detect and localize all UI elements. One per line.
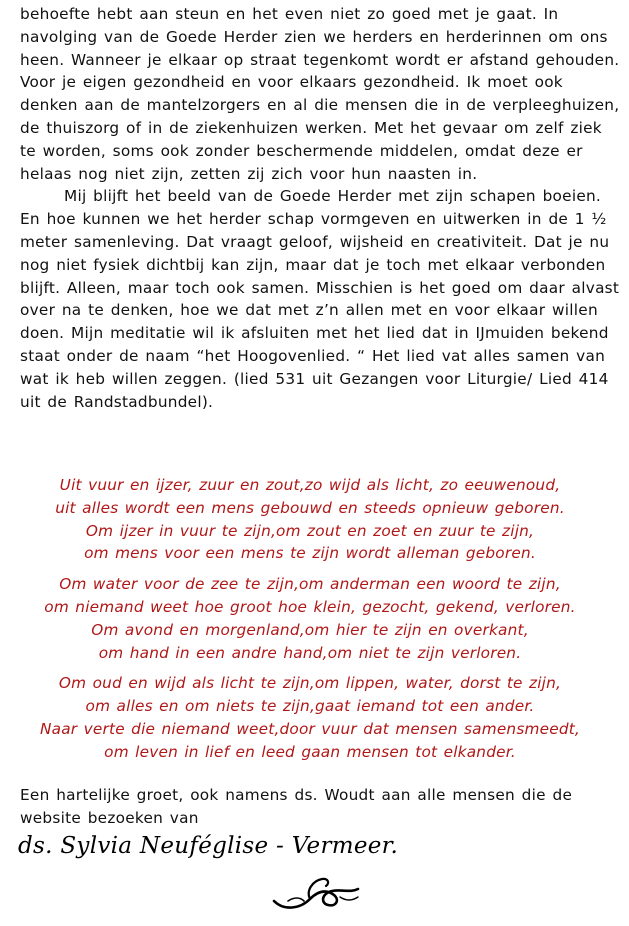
hymn-line: Om avond en morgenland,om hier te zijn en overkant,: [91, 620, 529, 639]
hymn-line: om mens voor een mens te zijn wordt alleman geboren.: [84, 544, 536, 563]
hymn-line: Om oud en wijd als licht te zijn,om lippen, water, dorst te zijn,: [58, 674, 562, 693]
body-paragraph-1: behoefte hebt aan steun en het even niet zo goed met je gaat. In navolging van de Goede Herder zien we herders en herderinnen om ons heen. Wanneer je elkaar op straat tegenkomt wordt er afstand gehouden. Voor je eigen gezondheid en voor elkaars gezondheid. Ik moet ook denken aan de mantelzorgers en al die mensen die in de verpleeghuizen, de thuiszorg of in de ziekenhuizen werken. Met het gevaar om zelf ziek te worden, soms ook zonder beschermende middelen, omdat deze er helaas nog niet zijn, zetten zij zich voor hun naasten in.: [20, 5, 620, 183]
hymn-line: om alles en om niets te zijn,gaat iemand tot een ander.: [85, 697, 535, 716]
hymn-lyrics: [20, 474, 600, 772]
hymn-line: Naar verte die niemand weet,door vuur dat mensen samensmeedt,: [40, 719, 580, 738]
hymn-stanza-3: [20, 672, 600, 763]
hymn-line: uit alles wordt een mens gebouwd en steeds opnieuw geboren.: [55, 498, 565, 517]
hymn-line: Om ijzer in vuur te zijn,om zout en zoet en zuur te zijn,: [85, 521, 535, 540]
hymn-line: om hand in een andre hand,om niet te zijn verloren.: [98, 643, 522, 662]
meditation-body: [20, 3, 620, 413]
signature: ds. Sylvia Neuféglise - Vermeer.: [18, 833, 399, 859]
hymn-line: om leven in lief en leed gaan mensen tot elkander.: [104, 742, 516, 761]
hymn-line: Om water voor de zee te zijn,om anderman een woord te zijn,: [59, 575, 561, 594]
body-paragraph-2: Mij blijft het beeld van de Goede Herder met zijn schapen boeien. En hoe kunnen we het herder schap vormgeven en uitwerken in de 1 ½ meter samenleving. Dat vraagt geloof, wijsheid en creativiteit. Dat je nu nog niet fysiek dichtbij kan zijn, maar dat je toch met elkaar verbonden blijft. Alleen, maar toch ook samen. Misschien is het goed om daar alvast over na te denken, hoe we dat met z’n allen met en voor elkaar willen doen. Mijn meditatie wil ik afsluiten met het lied dat in IJmuiden bekend staat onder de naam “het Hoogovenlied. “ Het lied vat alles samen van wat ik heb willen zeggen. (lied 531 uit Gezangen voor Liturgie/ Lied 414 uit de Randstadbundel).: [20, 187, 620, 411]
hymn-stanza-1: [20, 474, 600, 565]
hymn-line: Uit vuur en ijzer, zuur en zout,zo wijd als licht, zo eeuwenoud,: [59, 476, 561, 494]
hymn-stanza-2: [20, 573, 600, 664]
hymn-line: om niemand weet hoe groot hoe klein, gezocht, gekend, verloren.: [44, 597, 576, 616]
flourish-ornament-icon: [270, 871, 362, 913]
closing-greeting: Een hartelijke groet, ook namens ds. Woudt aan alle mensen die de website bezoeken van: [20, 786, 573, 828]
